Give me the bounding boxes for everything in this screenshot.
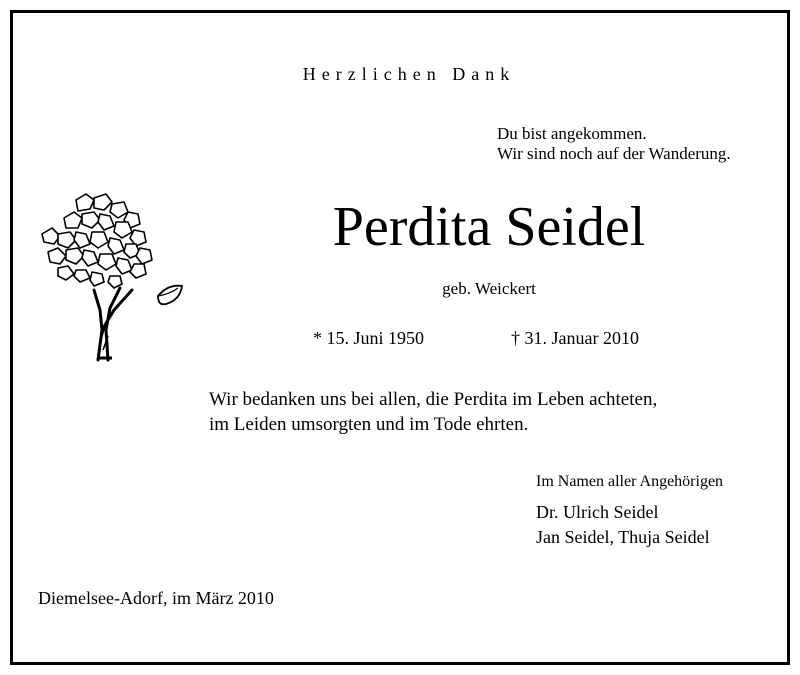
death-date: † 31. Januar 2010 bbox=[511, 328, 639, 348]
thanks-line-1: Wir bedanken uns bei allen, die Perdita im Leben achteten, bbox=[209, 389, 658, 410]
notice-heading: Herzlichen Dank bbox=[302, 64, 516, 84]
thanks-line-2: im Leiden umsorgten und im Tode ehrten. bbox=[209, 414, 529, 435]
poem-quote bbox=[497, 124, 731, 164]
place-date: Diemelsee-Adorf, im März 2010 bbox=[38, 588, 274, 608]
birth-date: * 15. Juni 1950 bbox=[313, 328, 425, 348]
birth-name: geb. Weickert bbox=[442, 279, 536, 298]
signer-1: Dr. Ulrich Seidel bbox=[536, 502, 659, 522]
deceased-name: Perdita Seidel bbox=[332, 196, 646, 258]
poem-line-2: Wir sind noch auf der Wanderung. bbox=[497, 144, 731, 163]
signer-2: Jan Seidel, Thuja Seidel bbox=[536, 527, 710, 547]
closing-phrase: Im Namen aller Angehörigen bbox=[536, 473, 724, 490]
poem-line-1: Du bist angekommen. bbox=[497, 124, 647, 143]
thanks-text bbox=[209, 387, 657, 437]
